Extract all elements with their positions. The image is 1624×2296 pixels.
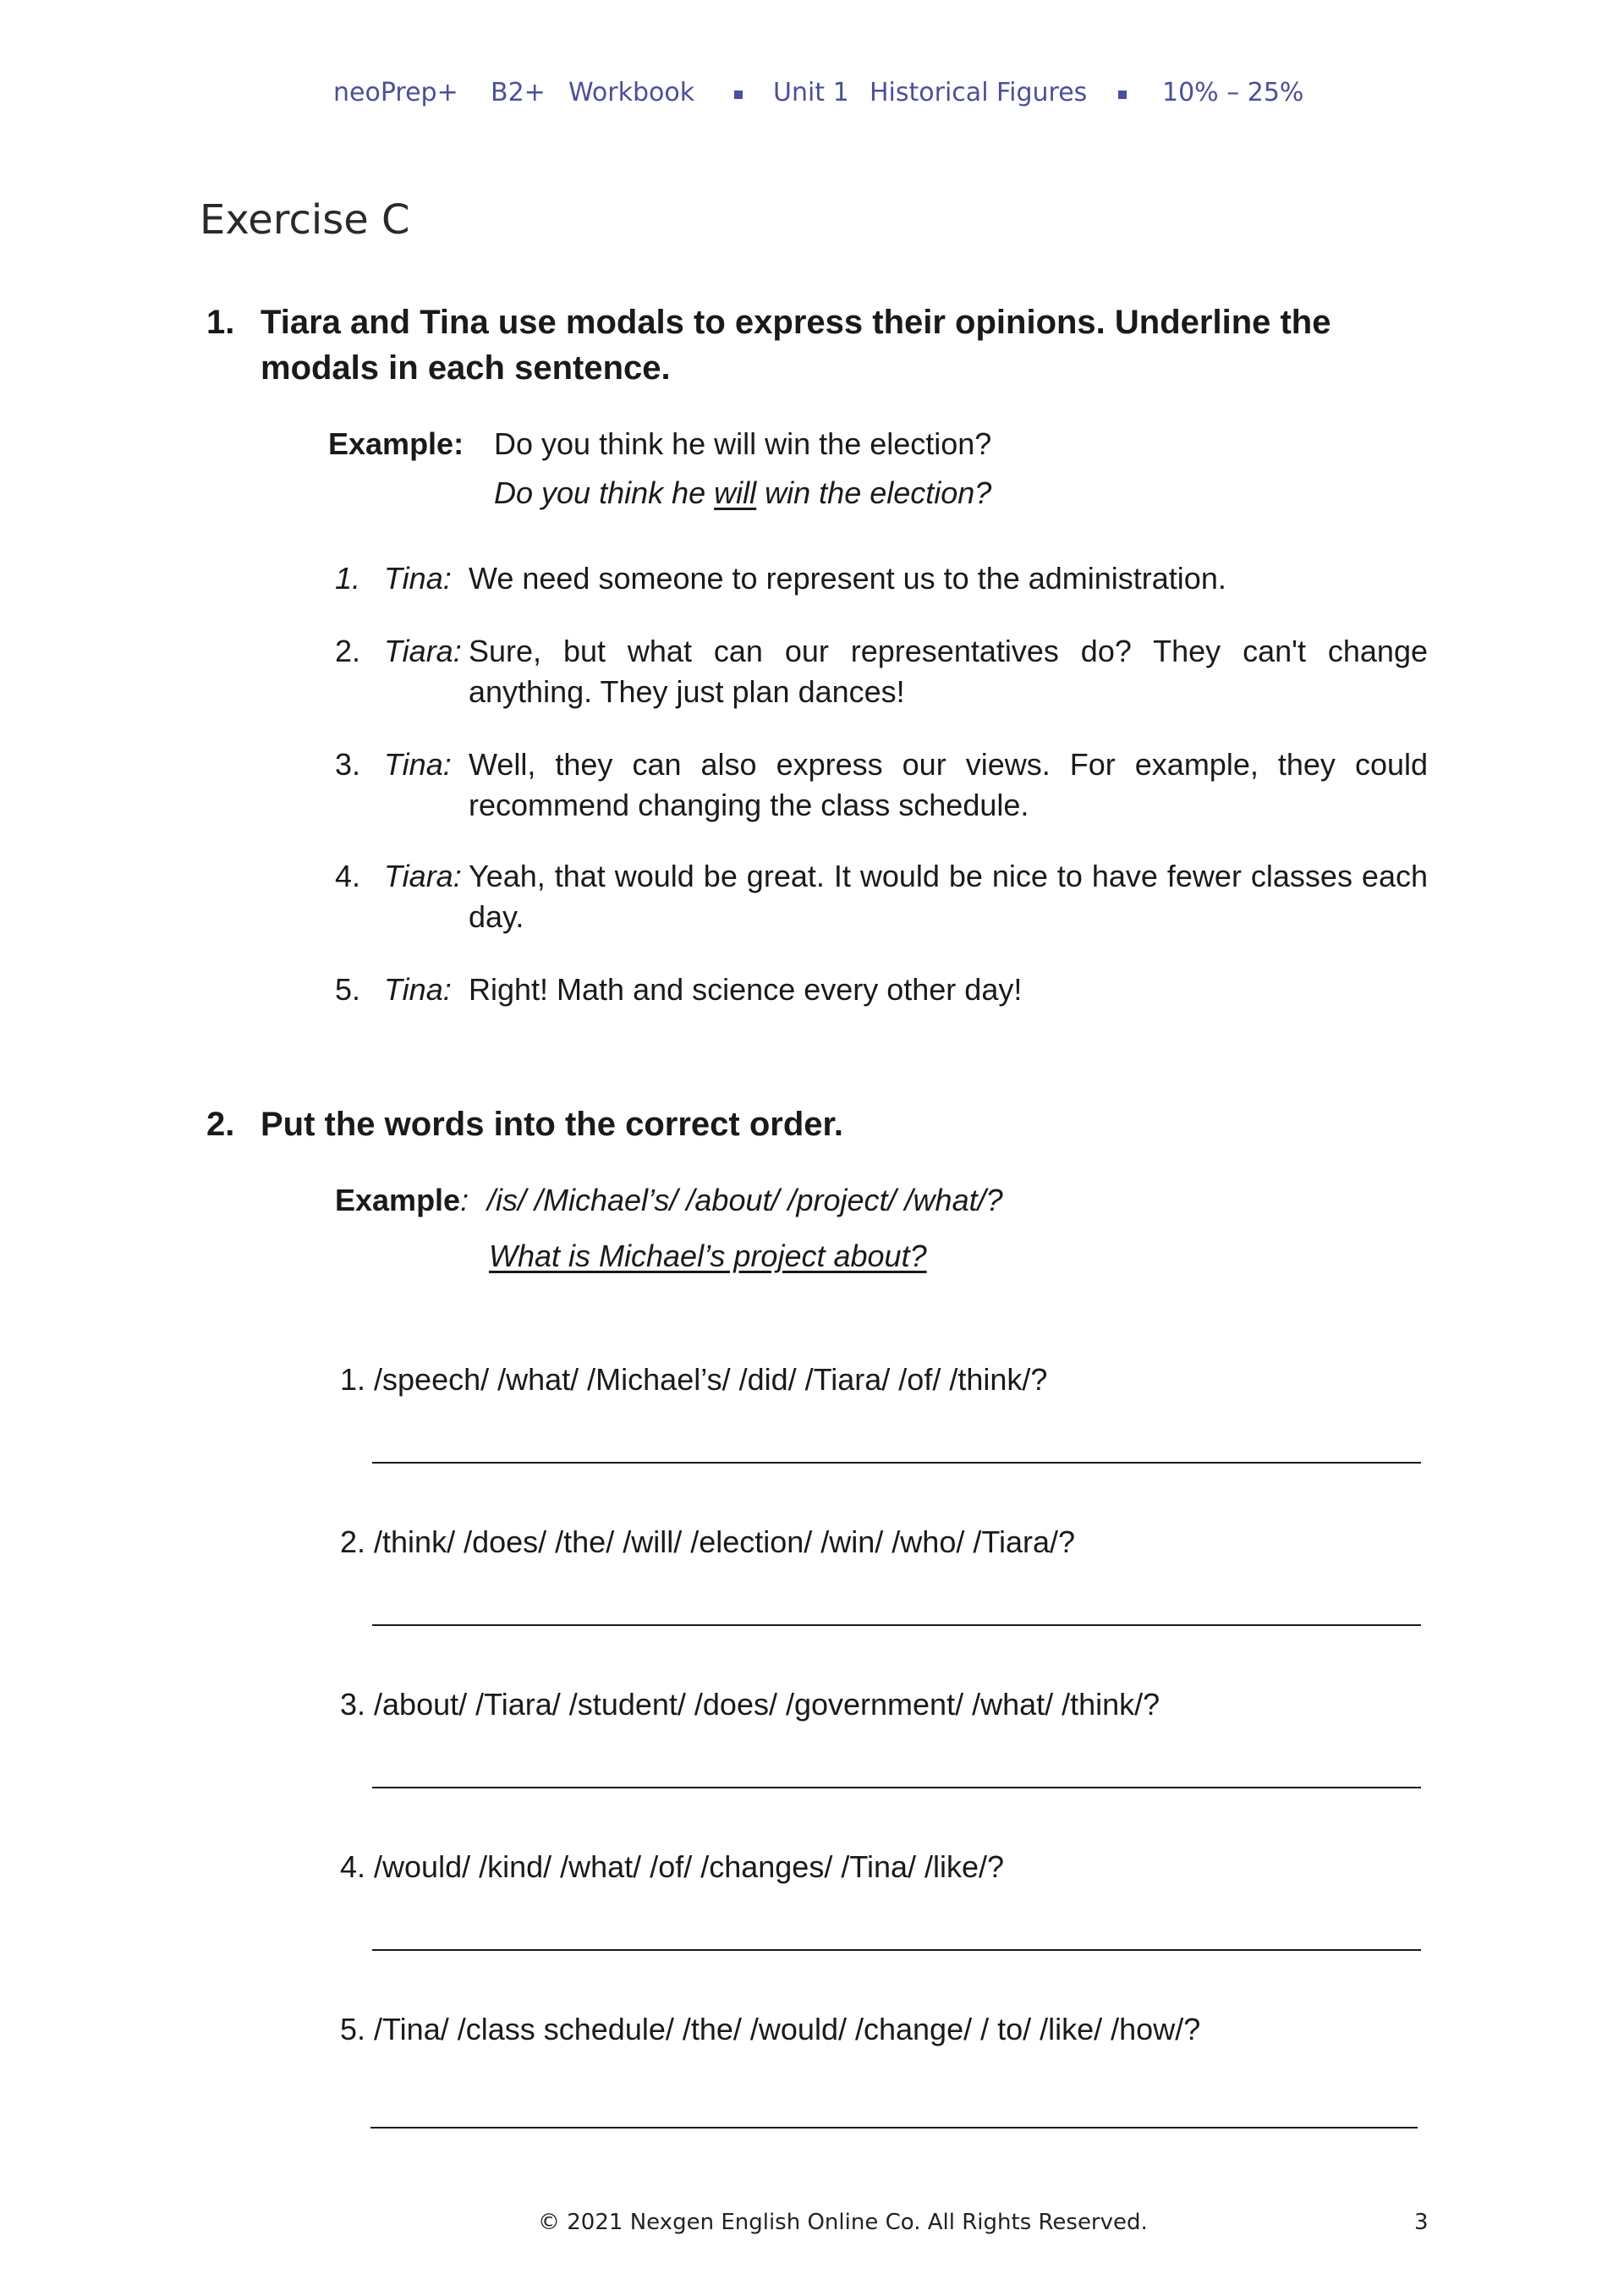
header-book: Workbook bbox=[568, 78, 695, 107]
page-header bbox=[0, 78, 1624, 115]
speaker: Tina: bbox=[384, 747, 452, 782]
example-sentence: Do you think he will win the election? bbox=[494, 426, 992, 461]
dialogue-item bbox=[335, 631, 1435, 712]
item-number: 2. bbox=[335, 634, 361, 668]
copyright: © 2021 Nexgen English Online Co. All Rights Reserved. bbox=[538, 2210, 1148, 2235]
answer-line[interactable] bbox=[372, 1787, 1421, 1788]
dialogue-text: Well, they can also express our views. For example, they could recommend changing the class schedule. bbox=[469, 747, 1428, 822]
page-number: 3 bbox=[1414, 2210, 1429, 2235]
header-topic: Historical Figures bbox=[870, 78, 1088, 107]
dialogue-text: Sure, but what can our representatives do? They can't change anything. They just plan dances! bbox=[469, 634, 1428, 709]
underlined-modal: will bbox=[714, 475, 757, 510]
header-brand: neoPrep+ bbox=[333, 78, 458, 107]
item-number: 1. bbox=[335, 561, 361, 596]
dialogue-text: We need someone to represent us to the administration. bbox=[469, 561, 1226, 596]
question-1-heading bbox=[206, 299, 1475, 393]
dialogue-text: Right! Math and science every other day! bbox=[469, 972, 1023, 1007]
question-instruction: Put the words into the correct order. bbox=[261, 1106, 843, 1143]
example-label bbox=[335, 1183, 469, 1218]
speaker: Tina: bbox=[384, 972, 452, 1007]
example-answer-pre: Do you think he bbox=[494, 475, 715, 510]
dialogue-text: Yeah, that would be great. It would be nice to have fewer classes each day. bbox=[469, 859, 1428, 934]
exercise-title: Exercise C bbox=[200, 196, 410, 244]
separator-square-icon bbox=[1118, 91, 1127, 99]
speaker: Tiara: bbox=[384, 634, 462, 668]
scrambled-question: 2. /think/ /does/ /the/ /will/ /election/ /win/ /who/ /Tiara/? bbox=[340, 1524, 1076, 1559]
question-number: 1. bbox=[206, 304, 235, 341]
example-label-text: Example bbox=[335, 1183, 461, 1217]
answer-line[interactable] bbox=[372, 1624, 1421, 1626]
example-scrambled-words: /is/ /Michael’s/ /about/ /project/ /what/? bbox=[487, 1183, 1003, 1217]
example-answer: What is Michael’s project about? bbox=[489, 1239, 927, 1273]
dialogue-item bbox=[335, 744, 1435, 826]
header-unit: Unit 1 bbox=[773, 78, 849, 107]
question-instruction: Tiara and Tina use modals to express their opinions. Underline the modals in each sentence. bbox=[261, 304, 1331, 387]
speaker: Tiara: bbox=[384, 859, 462, 893]
page-footer bbox=[0, 2210, 1624, 2244]
item-number: 5. bbox=[335, 972, 361, 1007]
question-number: 2. bbox=[206, 1106, 235, 1143]
example-answer-post: win the election? bbox=[756, 475, 992, 510]
scrambled-question: 5. /Tina/ /class schedule/ /the/ /would/ /change/ / to/ /like/ /how/? bbox=[340, 2012, 1201, 2046]
separator-square-icon bbox=[734, 91, 743, 99]
speaker: Tina: bbox=[384, 561, 452, 596]
example-colon: : bbox=[460, 1183, 469, 1217]
answer-line[interactable] bbox=[372, 1949, 1421, 1951]
scrambled-question: 1. /speech/ /what/ /Michael’s/ /did/ /Tiara/ /of/ /think/? bbox=[340, 1362, 1048, 1397]
example-answer bbox=[494, 475, 991, 511]
item-number: 3. bbox=[335, 747, 361, 782]
dialogue-item bbox=[335, 969, 1435, 1010]
scrambled-question: 3. /about/ /Tiara/ /student/ /does/ /government/ /what/ /think/? bbox=[340, 1687, 1160, 1722]
answer-line[interactable] bbox=[372, 1462, 1421, 1464]
example-label: Example: bbox=[328, 426, 464, 461]
header-level: B2+ bbox=[491, 78, 546, 107]
item-number: 4. bbox=[335, 859, 361, 893]
header-progress: 10% – 25% bbox=[1162, 78, 1304, 107]
answer-line[interactable] bbox=[370, 2127, 1418, 2128]
dialogue-item bbox=[335, 856, 1435, 937]
dialogue-item bbox=[335, 558, 1435, 599]
scrambled-question: 4. /would/ /kind/ /what/ /of/ /changes/ /Tina/ /like/? bbox=[340, 1849, 1005, 1884]
question-2-heading bbox=[206, 1101, 1475, 1149]
